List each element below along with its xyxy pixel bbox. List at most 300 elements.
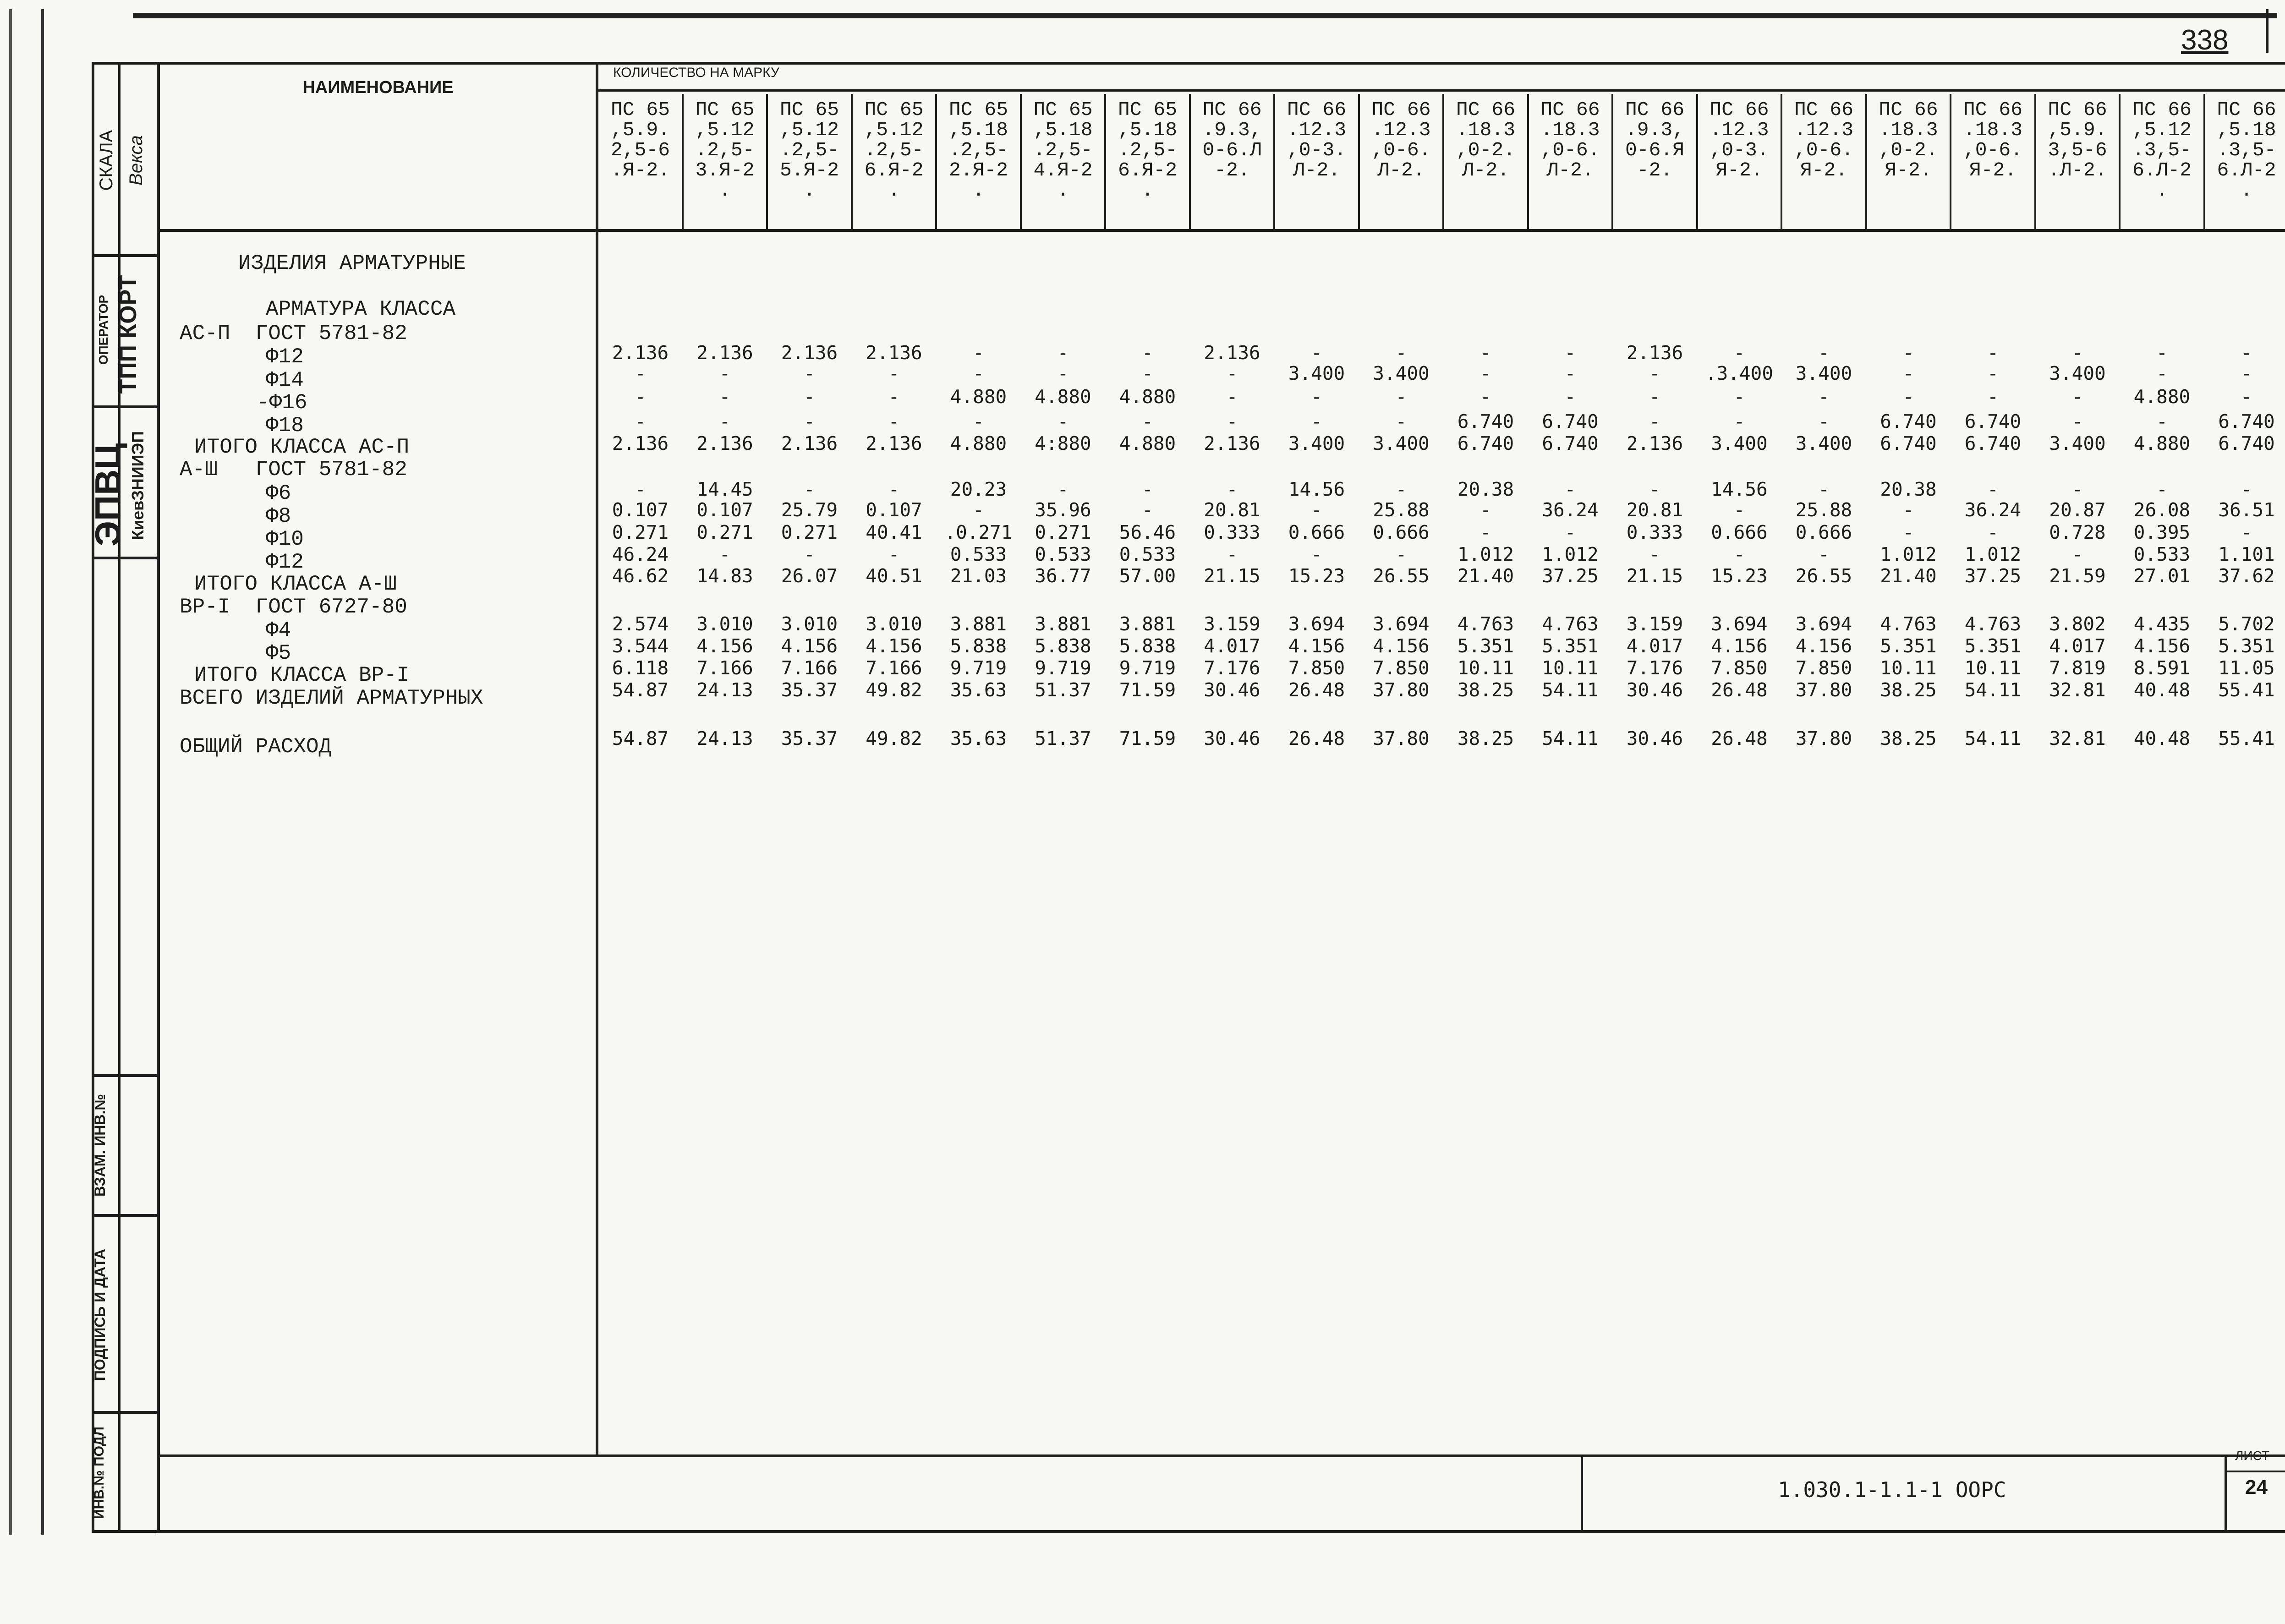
table-cell: 0.533 (1035, 543, 1091, 565)
table-cell: 26.55 (1373, 565, 1430, 587)
column-header-line: 6.Я-2 (1118, 159, 1178, 181)
table-cell: 57.00 (1119, 565, 1176, 587)
table-cell: - (2071, 543, 2083, 565)
table-cell: 37.80 (1373, 727, 1430, 749)
table-cell: 2.136 (781, 432, 838, 454)
table-cell: 35.96 (1035, 499, 1091, 521)
scale-signature: Векса (126, 135, 146, 186)
row-label: Ф18 (266, 414, 304, 437)
column-header (598, 100, 682, 228)
table-cell: 2.136 (1204, 342, 1260, 364)
table-cell: 55.41 (2218, 727, 2275, 749)
table-cell: - (804, 478, 815, 500)
table-cell: - (1226, 362, 1238, 384)
document-code: 1.030.1-1.1-1 ООРС (1778, 1477, 2006, 1502)
table-cell: 36.24 (1964, 499, 2022, 521)
row-label: ИЗДЕЛИЯ АРМАТУРНЫЕ (238, 252, 466, 275)
column-header-line: . (888, 179, 900, 202)
column-header-line: Я-2. (1885, 159, 1932, 181)
table-cell: - (888, 386, 900, 408)
table-cell: - (2241, 362, 2252, 384)
table-cell: 38.25 (1457, 727, 1514, 749)
table-cell: 71.59 (1119, 679, 1176, 701)
table-cell: 2.136 (866, 432, 922, 454)
table-cell: 27.01 (2133, 565, 2191, 587)
table-cell: - (1649, 362, 1660, 384)
column-header-line: .2,5- (948, 139, 1008, 161)
table-cell: 14.45 (696, 478, 753, 500)
side-sep-5 (92, 1214, 159, 1217)
table-cell: - (1564, 362, 1576, 384)
table-cell: - (2241, 521, 2252, 543)
table-cell: 15.23 (1288, 565, 1345, 587)
top-right-tick (2266, 9, 2269, 53)
column-header-line: ,5.12 (864, 119, 924, 141)
stamp-list-divider (2225, 1454, 2227, 1532)
table-cell: 40.41 (866, 521, 922, 543)
table-cell: 4.763 (1964, 613, 2022, 635)
table-cell: 4.156 (1288, 635, 1345, 657)
podpis-data-label: ПОДПИСЬ И ДАТА (92, 1248, 108, 1381)
table-cell: 30.46 (1204, 679, 1260, 701)
table-cell: 3.694 (1288, 613, 1345, 635)
column-header-line: Я-2. (1715, 159, 1763, 181)
row-label: АРМАТУРА КЛАССА (266, 297, 456, 321)
table-cell: - (1902, 499, 1914, 521)
column-divider (1865, 94, 1867, 229)
column-header-line: .2,5- (864, 139, 924, 161)
table-cell: - (1902, 386, 1914, 408)
table-cell: 11.05 (2218, 657, 2275, 679)
table-cell: 5.351 (1880, 635, 1937, 657)
column-header (1275, 100, 1359, 228)
column-header-line: ,5.18 (1118, 119, 1178, 141)
table-cell: 21.40 (1457, 565, 1514, 587)
table-cell: 6.740 (2218, 432, 2275, 454)
table-cell: 4.156 (1373, 635, 1430, 657)
table-cell: - (1818, 478, 1830, 500)
column-header-line: .18.3 (1963, 119, 2023, 141)
table-cell: 36.51 (2218, 499, 2275, 521)
table-cell: 3.694 (1795, 613, 1852, 635)
table-cell: - (1480, 386, 1491, 408)
table-cell: 21.15 (1626, 565, 1683, 587)
column-header-line: .2,5- (1033, 139, 1093, 161)
table-cell: - (888, 362, 900, 384)
row-label: ИТОГО КЛАССА ВР-I (194, 663, 410, 687)
table-cell: - (2241, 386, 2252, 408)
table-cell: 20.38 (1880, 478, 1937, 500)
table-cell: - (2156, 362, 2168, 384)
column-header (2036, 100, 2120, 228)
column-divider (1358, 94, 1360, 229)
column-header-line: ,5.18 (1033, 119, 1093, 141)
table-cell: 37.25 (1964, 565, 2022, 587)
table-cell: - (804, 386, 815, 408)
column-divider (1189, 94, 1191, 229)
table-cell: 3.881 (1119, 613, 1176, 635)
column-header-line: . (2241, 179, 2252, 202)
column-header-line: ,0-6. (1371, 139, 1431, 161)
table-cell: - (1649, 410, 1660, 432)
table-cell: 7.166 (866, 657, 922, 679)
row-label: АС-П ГОСТ 5781-82 (180, 322, 407, 345)
column-header-line: 6.Л-2 (2132, 159, 2192, 181)
column-header-line: .2,5- (1118, 139, 1178, 161)
row-label: Ф14 (266, 368, 304, 392)
table-cell: 2.136 (612, 342, 669, 364)
table-cell: - (1733, 386, 1745, 408)
table-cell: 0.107 (696, 499, 753, 521)
table-cell: 51.37 (1035, 727, 1091, 749)
kievzniiep-label: КиевЗНИИЭП (128, 431, 147, 541)
table-cell: - (635, 362, 646, 384)
column-header-line: -2. (1214, 159, 1250, 181)
table-cell: 30.46 (1204, 727, 1260, 749)
table-cell: - (635, 410, 646, 432)
table-cell: 0.333 (1626, 521, 1683, 543)
column-header-line: -2. (1637, 159, 1673, 181)
column-header-line: .Л-2. (2048, 159, 2107, 181)
table-cell: 3.400 (1288, 362, 1345, 384)
table-cell: - (1395, 342, 1407, 364)
table-cell: 7.850 (1288, 657, 1345, 679)
column-header-line: 4.Я-2 (1033, 159, 1093, 181)
table-cell: 26.48 (1711, 727, 1768, 749)
table-cell: 2.136 (1626, 432, 1683, 454)
column-header (2120, 100, 2204, 228)
tpp-kort-label: ТПП КОРТ (115, 275, 142, 394)
table-cell: - (635, 478, 646, 500)
column-header-line: ПС 66 (1540, 100, 1600, 121)
column-header-line: .12.3 (1710, 119, 1769, 141)
table-cell: 3.400 (2049, 362, 2106, 384)
table-cell: 49.82 (866, 727, 922, 749)
table-cell: 3.159 (1204, 613, 1260, 635)
table-cell: - (1564, 521, 1576, 543)
table-cell: 4.156 (1795, 635, 1852, 657)
table-cell: 40.48 (2133, 727, 2191, 749)
table-cell: - (1480, 521, 1491, 543)
table-cell: 4.763 (1542, 613, 1599, 635)
table-cell: - (2156, 410, 2168, 432)
table-cell: 4.880 (950, 432, 1007, 454)
table-cell: - (1057, 362, 1069, 384)
column-header-line: ПС 66 (2217, 100, 2276, 121)
column-divider (1442, 94, 1444, 229)
table-cell: 35.37 (781, 727, 838, 749)
table-cell: 0.533 (950, 543, 1007, 565)
row-label: Ф12 (266, 550, 304, 574)
table-cell: 21.40 (1880, 565, 1937, 587)
table-cell: 0.533 (2133, 543, 2191, 565)
table-cell: - (2156, 342, 2168, 364)
column-header-line: 0-6.Я (1625, 139, 1685, 161)
table-cell: - (1649, 386, 1660, 408)
table-cell: - (1226, 478, 1238, 500)
inv-podl-label: ИНВ.№ ПОДЛ (92, 1427, 107, 1519)
column-header-line: .2,5- (779, 139, 839, 161)
table-cell: 3.544 (612, 635, 669, 657)
column-divider (1020, 94, 1022, 229)
column-header-line: ПС 66 (1710, 100, 1769, 121)
column-header-line: .9.3, (1202, 119, 1262, 141)
table-cell: 37.80 (1795, 727, 1852, 749)
column-divider (1611, 94, 1613, 229)
table-cell: - (1818, 410, 1830, 432)
table-cell: - (1733, 499, 1745, 521)
table-top-border (157, 62, 2285, 65)
table-cell: - (1902, 342, 1914, 364)
table-cell: - (1142, 410, 1153, 432)
table-cell: 4.156 (866, 635, 922, 657)
table-cell: 6.740 (1542, 432, 1599, 454)
column-header-line: ,0-6. (1540, 139, 1600, 161)
table-cell: 14.56 (1288, 478, 1345, 500)
table-cell: - (1226, 410, 1238, 432)
table-cell: - (1057, 342, 1069, 364)
table-cell: - (1733, 543, 1745, 565)
row-label: ВСЕГО ИЗДЕЛИЙ АРМАТУРНЫХ (180, 686, 483, 710)
table-cell: 4.880 (950, 386, 1007, 408)
vzam-inv-label: ВЗАМ. ИНВ.№ (92, 1094, 108, 1197)
table-cell: 7.166 (781, 657, 838, 679)
column-header-line: ,0-6. (1794, 139, 1854, 161)
table-cell: 3.881 (950, 613, 1007, 635)
table-cell: 4.017 (2049, 635, 2106, 657)
table-cell: 3.400 (1711, 432, 1768, 454)
table-cell: 3.159 (1626, 613, 1683, 635)
table-cell: 36.24 (1542, 499, 1599, 521)
stamp-divider (1581, 1454, 1583, 1532)
table-cell: 5.351 (2218, 635, 2275, 657)
table-cell: 3.802 (2049, 613, 2106, 635)
table-cell: 3.400 (1373, 432, 1430, 454)
table-cell: 35.63 (950, 727, 1007, 749)
table-cell: 1.012 (1542, 543, 1599, 565)
table-cell: 7.850 (1373, 657, 1430, 679)
column-header-line: . (972, 179, 985, 202)
table-cell: 5.351 (1542, 635, 1599, 657)
column-header (937, 100, 1020, 228)
sheet-label: ЛИСТ (2235, 1449, 2269, 1463)
table-cell: - (973, 410, 984, 432)
table-cell: - (1480, 362, 1491, 384)
table-cell: 30.46 (1626, 679, 1683, 701)
table-cell: - (1987, 342, 1999, 364)
table-cell: - (1395, 386, 1407, 408)
table-cell: - (1142, 478, 1153, 500)
row-label: Ф12 (266, 345, 304, 369)
table-cell: 46.24 (612, 543, 669, 565)
table-cell: 21.03 (950, 565, 1007, 587)
table-cell: 20.81 (1204, 499, 1260, 521)
table-cell: 2.136 (696, 432, 753, 454)
column-header-line: .9.3, (1625, 119, 1685, 141)
table-cell: 1.012 (1880, 543, 1937, 565)
column-header-line: ПС 65 (1033, 100, 1093, 121)
column-header (1782, 100, 1866, 228)
table-cell: 40.48 (2133, 679, 2191, 701)
table-cell: - (1649, 478, 1660, 500)
table-cell: 38.25 (1457, 679, 1514, 701)
table-cell: - (719, 386, 731, 408)
table-cell: 2.136 (781, 342, 838, 364)
table-cell: - (1142, 499, 1153, 521)
table-cell: 46.62 (612, 565, 669, 587)
column-header-line: .12.3 (1371, 119, 1431, 141)
column-header-line: ПС 65 (948, 100, 1008, 121)
table-cell: 54.11 (1964, 727, 2022, 749)
column-header (1698, 100, 1781, 228)
table-cell: 3.400 (1288, 432, 1345, 454)
table-cell: - (1987, 386, 1999, 408)
column-header-line: ,5.12 (2132, 119, 2192, 141)
column-divider (2034, 94, 2036, 229)
table-cell: - (1564, 386, 1576, 408)
table-cell: 32.81 (2049, 679, 2106, 701)
table-cell: 21.15 (1204, 565, 1260, 587)
table-cell: 0.666 (1288, 521, 1345, 543)
row-label: ВР-I ГОСТ 6727-80 (180, 595, 407, 619)
table-cell: 6.740 (1964, 410, 2022, 432)
table-cell: 54.11 (1964, 679, 2022, 701)
column-header-line: .3,5- (2217, 139, 2276, 161)
table-cell: - (1311, 410, 1322, 432)
column-header-line: ,5.9. (2048, 119, 2107, 141)
qty-header: КОЛИЧЕСТВО НА МАРКУ (613, 65, 779, 80)
column-divider (1781, 94, 1782, 229)
table-cell: - (1395, 410, 1407, 432)
column-header-line: . (1141, 179, 1154, 202)
table-cell: - (2156, 478, 2168, 500)
column-header (1106, 100, 1189, 228)
table-cell: 37.25 (1542, 565, 1599, 587)
column-divider (935, 94, 937, 229)
table-cell: - (1311, 543, 1322, 565)
stamp-bottom-border (157, 1530, 2285, 1533)
table-cell: 14.56 (1711, 478, 1768, 500)
table-cell: 4.880 (1119, 432, 1176, 454)
table-cell: - (2071, 342, 2083, 364)
table-cell: - (2241, 342, 2252, 364)
column-header (1359, 100, 1443, 228)
table-cell: 4.435 (2133, 613, 2191, 635)
table-cell: 15.23 (1711, 565, 1768, 587)
column-divider (851, 94, 853, 229)
column-header (1951, 100, 2035, 228)
top-border (133, 13, 2277, 18)
table-cell: 4.156 (781, 635, 838, 657)
table-cell: - (1395, 478, 1407, 500)
table-cell: - (1564, 342, 1576, 364)
table-cell: - (1311, 342, 1322, 364)
table-cell: 7.166 (696, 657, 753, 679)
column-header-line: . (719, 179, 731, 202)
table-cell: 4.156 (2133, 635, 2191, 657)
table-cell: - (888, 478, 900, 500)
column-header-line: ,0-3. (1287, 139, 1347, 161)
table-cell: 7.176 (1204, 657, 1260, 679)
table-cell: 24.13 (696, 727, 753, 749)
column-header-line: ПС 66 (2048, 100, 2107, 121)
column-header-line: 0-6.Л (1202, 139, 1262, 161)
table-cell: 0.271 (1035, 521, 1091, 543)
column-header-line: 6.Я-2 (864, 159, 924, 181)
column-header-line: ПС 66 (1794, 100, 1854, 121)
row-label: ИТОГО КЛАССА А-Ш (194, 572, 397, 596)
table-cell: 10.11 (1964, 657, 2022, 679)
column-header (2205, 100, 2285, 228)
table-cell: 35.63 (950, 679, 1007, 701)
row-label: ИТОГО КЛАССА АС-П (194, 435, 410, 459)
table-cell: - (1226, 386, 1238, 408)
column-header-line: ,5.9. (610, 119, 670, 141)
table-cell: 24.13 (696, 679, 753, 701)
column-divider (682, 94, 684, 229)
column-header-line: 2,5-6 (610, 139, 670, 161)
table-cell: 2.574 (612, 613, 669, 635)
table-cell: - (1987, 521, 1999, 543)
table-cell: - (1987, 478, 1999, 500)
column-header-line: ,5.18 (2217, 119, 2276, 141)
stamp-top-border (157, 1454, 2285, 1457)
table-cell: 0.666 (1711, 521, 1768, 543)
column-divider (2203, 94, 2205, 229)
table-cell: 8.591 (2133, 657, 2191, 679)
table-cell: 25.88 (1795, 499, 1852, 521)
operator-label: ОПЕРАТОР (96, 295, 110, 365)
table-cell: 54.87 (612, 679, 669, 701)
table-cell: - (1818, 543, 1830, 565)
table-cell: - (973, 342, 984, 364)
table-cell: - (1649, 543, 1660, 565)
table-cell: 9.719 (1035, 657, 1091, 679)
table-cell: 4.156 (696, 635, 753, 657)
table-cell: - (2071, 478, 2083, 500)
table-cell: - (719, 543, 731, 565)
column-header-line: .12.3 (1287, 119, 1347, 141)
side-block-top (92, 62, 159, 65)
table-cell: .3.400 (1705, 362, 1774, 384)
table-cell: 6.740 (1880, 410, 1937, 432)
table-cell: 4.880 (2133, 432, 2191, 454)
table-cell: 3.400 (1373, 362, 1430, 384)
column-header-line: ПС 65 (610, 100, 670, 121)
table-cell: 2.136 (612, 432, 669, 454)
table-cell: 4:880 (1035, 432, 1091, 454)
table-cell: 40.51 (866, 565, 922, 587)
table-cell: - (1395, 543, 1407, 565)
column-header-line: Л-2. (1462, 159, 1510, 181)
table-cell: - (719, 410, 731, 432)
table-cell: 3.010 (696, 613, 753, 635)
table-cell: - (1902, 362, 1914, 384)
left-scan-line (9, 9, 12, 1535)
table-cell: 55.41 (2218, 679, 2275, 701)
column-divider (2119, 94, 2121, 229)
table-cell: 51.37 (1035, 679, 1091, 701)
column-header-line: .Я-2. (610, 159, 670, 181)
table-cell: - (973, 362, 984, 384)
table-cell: - (1226, 543, 1238, 565)
column-header-line: ПС 65 (864, 100, 924, 121)
table-cell: - (1057, 478, 1069, 500)
table-cell: - (1818, 342, 1830, 364)
table-cell: 5.351 (1964, 635, 2022, 657)
table-cell: 10.11 (1457, 657, 1514, 679)
table-cell: 7.850 (1795, 657, 1852, 679)
